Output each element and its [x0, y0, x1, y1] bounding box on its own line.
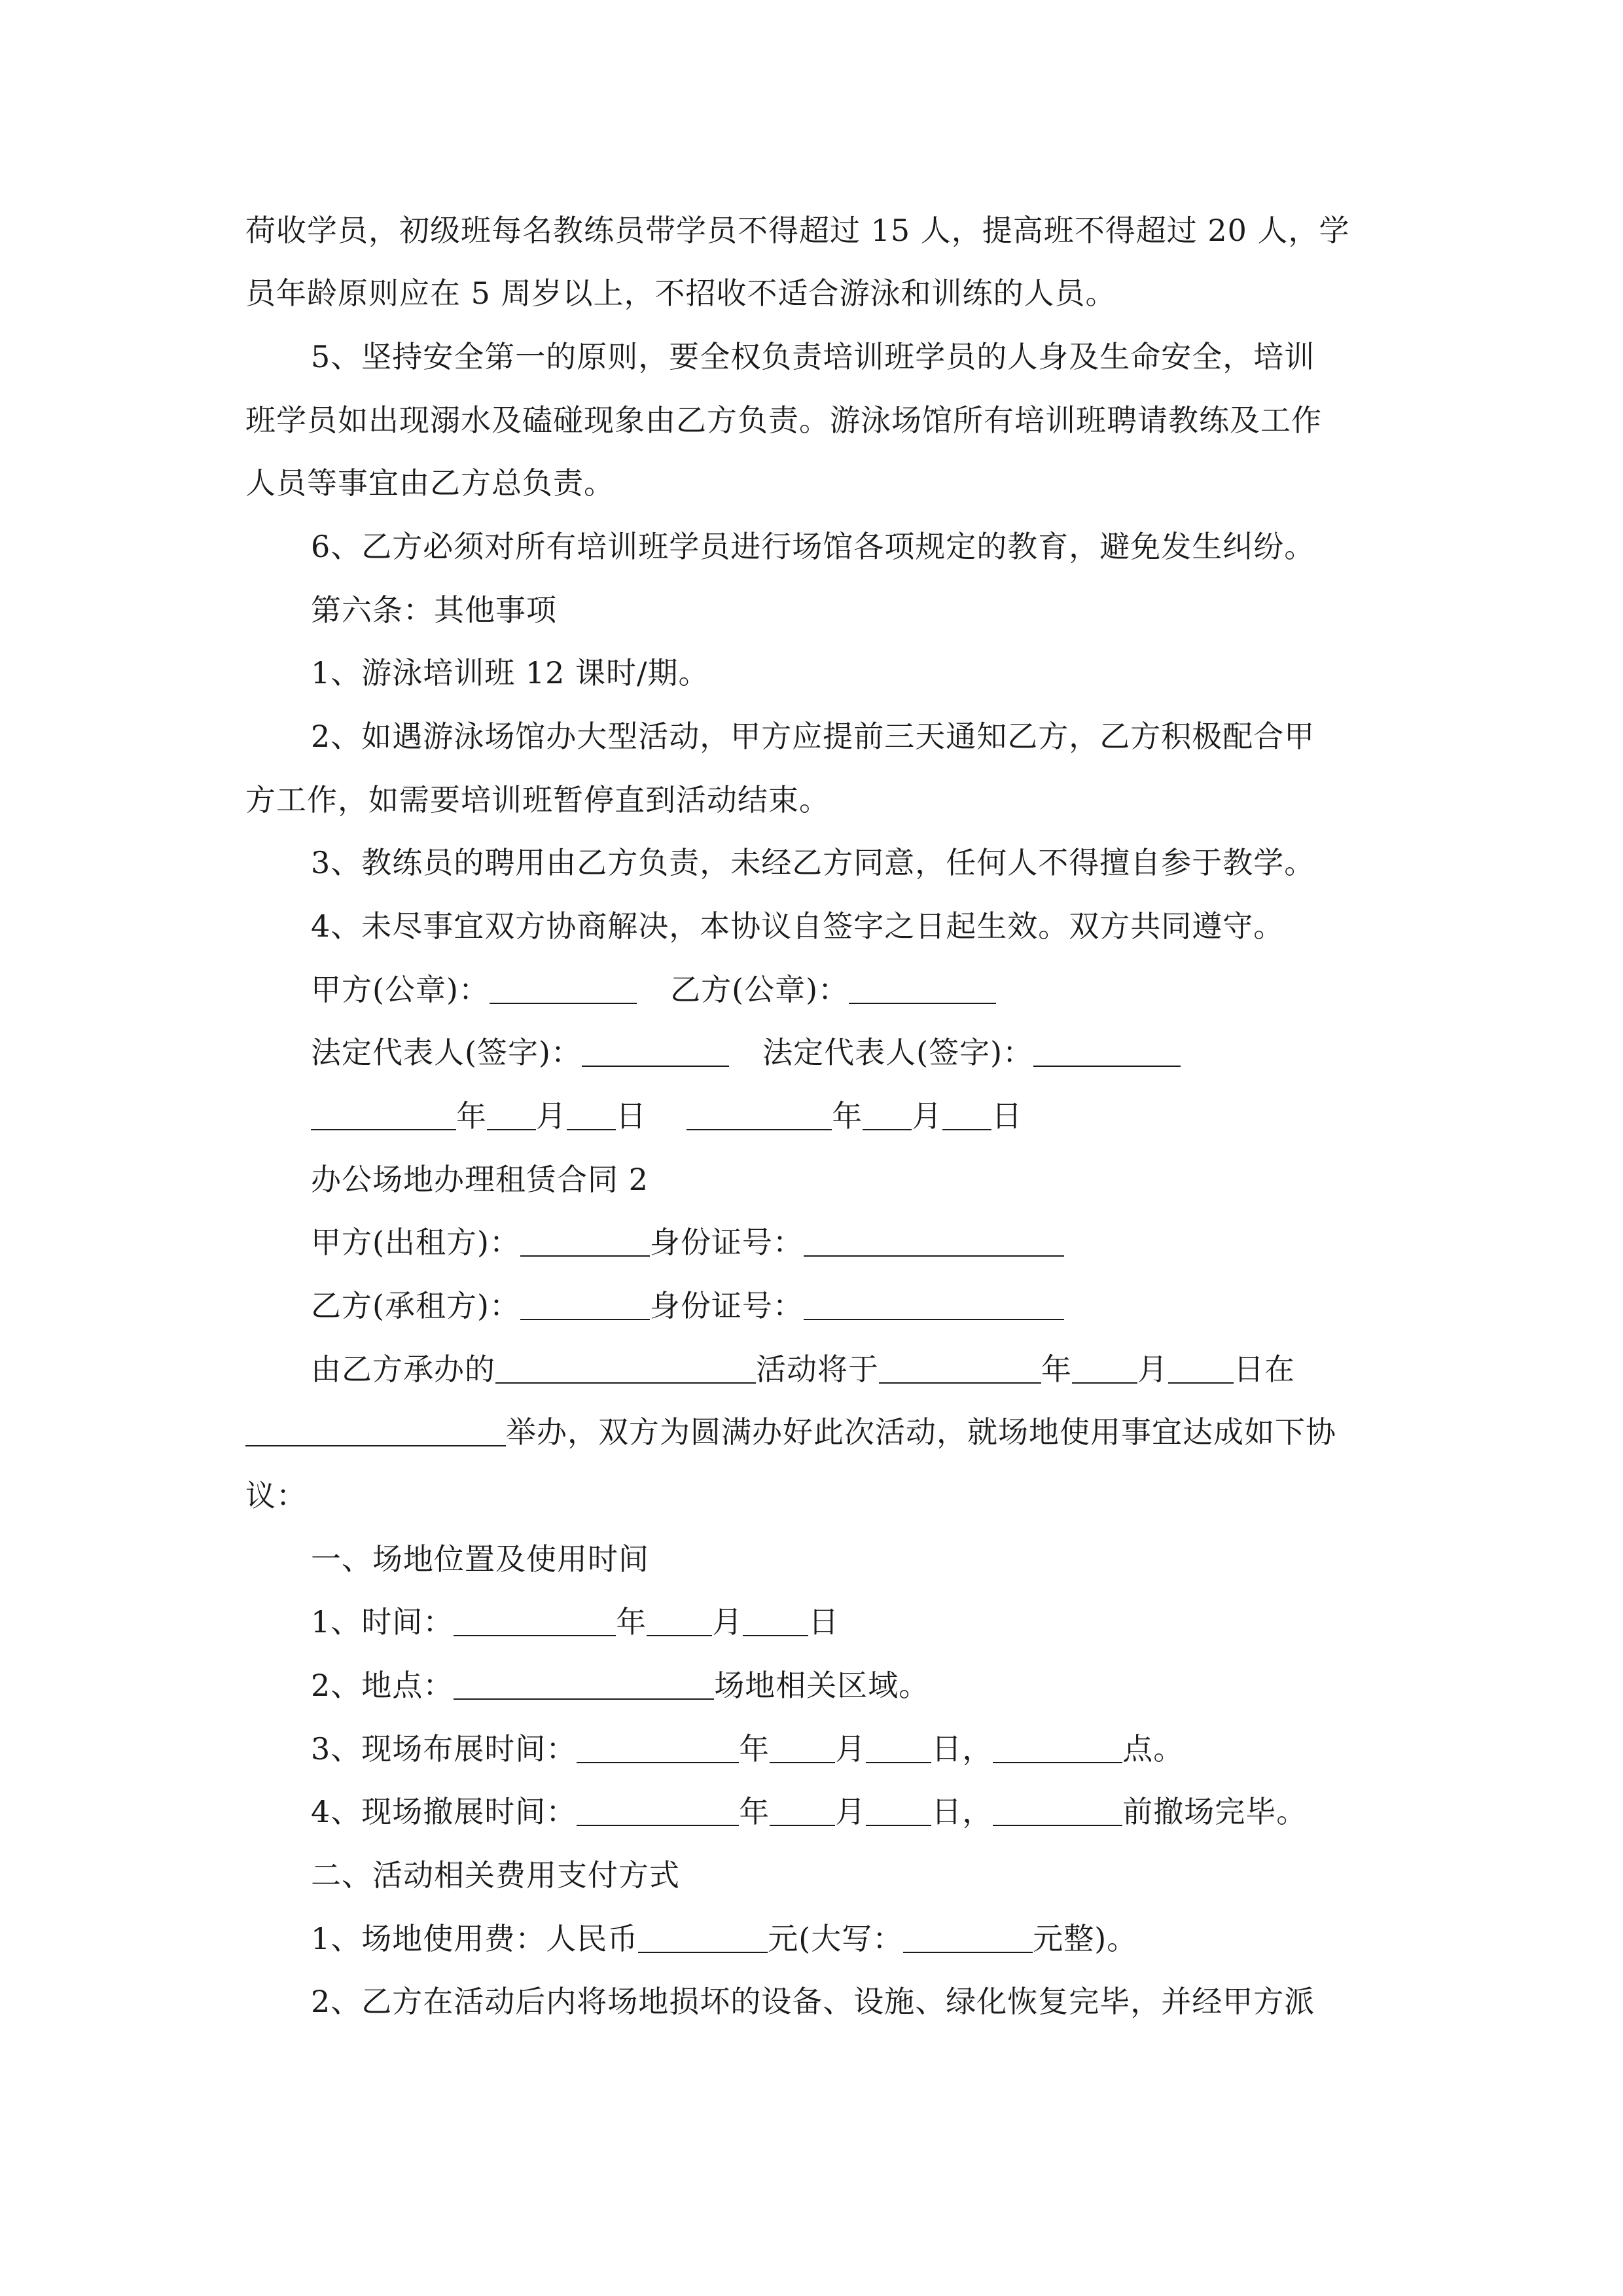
month-label: 月: [835, 1731, 866, 1767]
party-b-blank: [520, 1290, 650, 1320]
party-a-seal-blank: [490, 974, 637, 1004]
month-label: 月: [835, 1794, 866, 1829]
year-label: 年: [616, 1604, 647, 1640]
month-label: 月: [712, 1604, 743, 1640]
paragraph-line: 2、乙方在活动后内将场地损坏的设备、设施、绿化恢复完毕，并经甲方派: [311, 1984, 1315, 2019]
place-label: 2、地点：: [311, 1668, 454, 1703]
month-blank: [770, 1796, 835, 1826]
section-heading: 一、场地位置及使用时间: [311, 1541, 649, 1577]
setup-label: 3、现场布展时间：: [311, 1731, 577, 1767]
day-blank: [1168, 1354, 1234, 1384]
place-suffix: 场地相关区域。: [714, 1668, 930, 1703]
time-label: 1、时间：: [311, 1604, 454, 1640]
intro-text: 举办，双方为圆满办好此次活动，就场地使用事宜达成如下协: [506, 1414, 1336, 1450]
place-blank: [454, 1670, 714, 1700]
comma: ，: [962, 1731, 993, 1767]
day-label: 日: [808, 1604, 840, 1640]
teardown-label: 4、现场撤展时间：: [311, 1794, 577, 1829]
party-b-label: 乙方(承租方)：: [311, 1288, 520, 1323]
day-label: 日: [931, 1731, 963, 1767]
fee-mid: 元(大写：: [768, 1921, 904, 1956]
time-blank: [993, 1796, 1122, 1826]
year-label: 年: [456, 1098, 487, 1134]
fee-words-blank: [903, 1923, 1033, 1953]
intro-line: [245, 1412, 1336, 1452]
id-label: 身份证号：: [649, 1288, 804, 1323]
party-b-legal-blank: [1033, 1037, 1181, 1067]
intro-text: 日在: [1234, 1352, 1295, 1387]
id-blank: [804, 1227, 1064, 1257]
day-blank: [567, 1100, 616, 1130]
list-item: 4、未尽事宜双方协商解决，本协议自签字之日起生效。双方共同遵守。: [311, 908, 1285, 944]
list-item: 3、教练员的聘用由乙方负责，未经乙方同意，任何人不得擅自参于教学。: [311, 845, 1315, 880]
time-line: [311, 1602, 839, 1641]
year-blank: [879, 1354, 1041, 1384]
day-label: 日: [616, 1098, 647, 1134]
month-blank: [770, 1733, 835, 1763]
id-label: 身份证号：: [649, 1225, 804, 1260]
year-blank: [577, 1733, 739, 1763]
party-a-seal-label: 甲方(公章)：: [311, 972, 490, 1007]
paragraph-line: 员年龄原则应在 5 周岁以上，不招收不适合游泳和训练的人员。: [245, 276, 1116, 311]
venue-blank: [245, 1416, 506, 1446]
day-blank: [866, 1733, 931, 1763]
comma: ，: [962, 1794, 993, 1829]
intro-line: [311, 1350, 1295, 1389]
date-line: [311, 1096, 1022, 1136]
paragraph-line: 荷收学员，初级班每名教练员带学员不得超过 15 人，提高班不得超过 20 人，学: [245, 213, 1350, 248]
seal-line: [311, 970, 996, 1009]
month-label: 月: [536, 1098, 567, 1134]
list-item-continuation: 方工作，如需要培训班暂停直到活动结束。: [245, 782, 830, 817]
party-a-label: 甲方(出租方)：: [311, 1225, 520, 1260]
legal-rep-line: [311, 1033, 1181, 1072]
party-a-line: [311, 1223, 1064, 1262]
day-blank: [866, 1796, 931, 1826]
intro-text: 活动将于: [756, 1352, 879, 1387]
fee-end: 元整)。: [1033, 1921, 1138, 1956]
month-label: 月: [1137, 1352, 1168, 1387]
year-blank: [687, 1100, 832, 1130]
list-item: 2、如遇游泳场馆办大型活动，甲方应提前三天通知乙方，乙方积极配合甲: [311, 719, 1315, 754]
place-line: [311, 1666, 929, 1705]
teardown-line: [311, 1792, 1307, 1831]
day-label: 日: [991, 1098, 1023, 1134]
event-blank: [495, 1354, 756, 1384]
paragraph-line: 班学员如出现溺水及磕碰现象由乙方负责。游泳场馆所有培训班聘请教练及工作: [245, 403, 1322, 438]
party-b-line: [311, 1286, 1064, 1325]
year-label: 年: [739, 1794, 770, 1829]
setup-suffix: 点。: [1122, 1731, 1185, 1767]
intro-line: 议：: [245, 1478, 307, 1513]
month-blank: [487, 1100, 536, 1130]
day-blank: [942, 1100, 991, 1130]
party-a-blank: [520, 1227, 650, 1257]
paragraph-line: 人员等事宜由乙方总负责。: [245, 465, 615, 501]
year-label: 年: [739, 1731, 770, 1767]
paragraph-line: 5、坚持安全第一的原则，要全权负责培训班学员的人身及生命安全，培训: [311, 339, 1315, 374]
day-label: 日: [931, 1794, 963, 1829]
party-b-seal-label: 乙方(公章)：: [670, 972, 849, 1007]
teardown-suffix: 前撤场完毕。: [1122, 1794, 1308, 1829]
party-a-legal-label: 法定代表人(签字)：: [311, 1035, 582, 1070]
hour-blank: [993, 1733, 1122, 1763]
setup-line: [311, 1729, 1184, 1768]
fee-line: [311, 1919, 1137, 1958]
month-blank: [863, 1100, 912, 1130]
list-item: 1、游泳培训班 12 课时/期。: [311, 655, 709, 691]
article-heading: 第六条：其他事项: [311, 592, 557, 628]
fee-amount-blank: [638, 1923, 768, 1953]
month-label: 月: [912, 1098, 943, 1134]
intro-text: 由乙方承办的: [311, 1352, 495, 1387]
year-blank: [454, 1606, 616, 1636]
month-blank: [647, 1606, 712, 1636]
year-label: 年: [1041, 1352, 1072, 1387]
year-blank: [577, 1796, 739, 1826]
contract-title: 办公场地办理租赁合同 2: [311, 1162, 649, 1197]
party-b-legal-label: 法定代表人(签字)：: [762, 1035, 1034, 1070]
fee-label: 1、场地使用费：人民币: [311, 1921, 639, 1956]
year-blank: [311, 1100, 456, 1130]
party-a-legal-blank: [582, 1037, 729, 1067]
day-blank: [743, 1606, 808, 1636]
year-label: 年: [832, 1098, 863, 1134]
id-blank: [804, 1290, 1064, 1320]
party-b-seal-blank: [849, 974, 996, 1004]
section-heading: 二、活动相关费用支付方式: [311, 1857, 680, 1893]
paragraph-line: 6、乙方必须对所有培训班学员进行场馆各项规定的教育，避免发生纠纷。: [311, 529, 1315, 564]
month-blank: [1072, 1354, 1137, 1384]
